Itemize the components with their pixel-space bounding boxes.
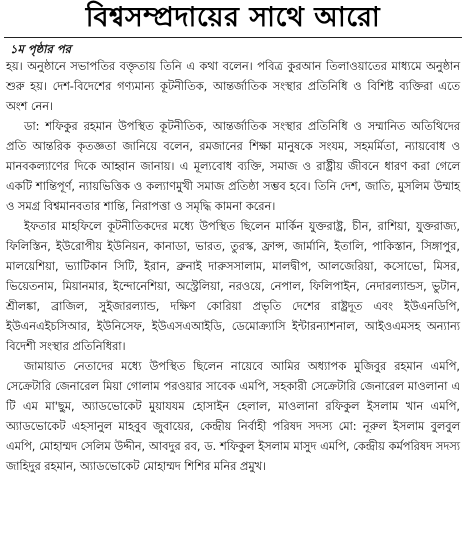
paragraph-2: ডা: শফিকুর রহমান উপস্থিত কূটনীতিক, আন্তর্জাতিক সংস্থার প্রতিনিধি ও সম্মানিত অতিথিদের প্রতি আন্তরিক কৃতজ্ঞতা জানিয়ে বলেন, রমজানের শিক্ষা মানুষকে সংযম, সহমর্মিতা, ন্যায়বোধ ও মানবকল্যাণের দিকে আহ্বান জানায়। এ মূল্যবোধ ব্যক্তি, সমাজ ও রাষ্ট্রীয় জীবনে ধারণ করা গেলে একটি শান্তিপূর্ণ, ন্যায়ভিত্তিক ও কল্যাণমুখী সমাজ প্রতিষ্ঠা সম্ভব হবে। তিনি দেশ, জাতি, মুসলিম উম্মাহ ও সমগ্র বিশ্বমানবতার শান্তি, নিরাপত্তা ও সমৃদ্ধি কামনা করেন। <box>6 120 460 213</box>
article-body <box>6 57 460 477</box>
article-headline: বিশ্বসম্প্রদায়ের সাথে আরো <box>85 2 381 33</box>
continued-from-label: ১ম পৃষ্ঠার পর <box>10 42 71 56</box>
paragraph-4: জামায়াত নেতাদের মধ্যে উপস্থিত ছিলেন নায়েবে আমির অধ্যাপক মুজিবুর রহমান এমপি, সেক্রেটারি জেনারেল মিয়া গোলাম পরওয়ার সাবেক এমপি, সহকারী সেক্রেটারি জেনারেল মাওলানা এ টি এম মা'ছুম, অ্যাডভোকেট মুয়াযযম হোসাইন হেলাল, মাওলানা রফিকুল ইসলাম খান এমপি, অ্যাডভোকেট এহসানুল মাহবুব জুবায়ের, কেন্দ্রীয় নির্বাহী পরিষদ সদস্য মো: নূরুল ইসলাম বুলবুল এমপি, মোহাম্মদ সেলিম উদ্দীন, আবদুর রব, ড. শফিকুল ইসলাম মাসুদ এমপি, কেন্দ্রীয় কর্মপরিষদ সদস্য জাহিদুর রহমান, অ্যাডভোকেট মোহাম্মদ শিশির মনির প্রমুখ। <box>6 360 460 473</box>
paragraph-1: হয়। অনুষ্ঠানে সভাপতির বক্তৃতায় তিনি এ কথা বলেন। পবিত্র কুরআন তিলাওয়াতের মাধ্যমে অনুষ্ঠান শুরু হয়। দেশ-বিদেশের গণ্যমান্য কূটনীতিক, আন্তর্জাতিক সংস্থার প্রতিনিধি ও বিশিষ্ট ব্যক্তিরা এতে অংশ নেন। <box>6 60 460 113</box>
headline-divider <box>4 37 462 38</box>
paragraph-3: ইফতার মাহফিলে কূটনীতিকদের মধ্যে উপস্থিত ছিলেন মার্কিন যুক্তরাষ্ট্র, চীন, রাশিয়া, যুক্তরাজ্য, ফিলিস্তিন, ইউরোপীয় ইউনিয়ন, কানাডা, ভারত, তুরস্ক, ফ্রান্স, জার্মানি, ইতালি, পাকিস্তান, সিঙ্গাপুর, মালয়েশিয়া, ভ্যাটিকান সিটি, ইরান, ব্রুনাই দারুসসালাম, মালদ্বীপ, আলজেরিয়া, কসোভো, মিসর, ভিয়েতনাম, মিয়ানমার, ইন্দোনেশিয়া, অস্ট্রেলিয়া, নরওয়ে, নেপাল, ফিলিপাইন, নেদারল্যান্ডস, ভুটান, শ্রীলঙ্কা, ব্রাজিল, সুইজারল্যান্ড, দক্ষিণ কোরিয়া প্রভৃতি দেশের রাষ্ট্রদূত এবং ইউএনডিপি, ইউএনএইচসিআর, ইউনিসেফ, ইউএসএআইডি, ডেমোক্র্যাসি ইন্টারন্যাশনাল, আইওএমসহ অন্যান্য বিদেশী সংস্থার প্রতিনিধিরা। <box>6 220 460 353</box>
